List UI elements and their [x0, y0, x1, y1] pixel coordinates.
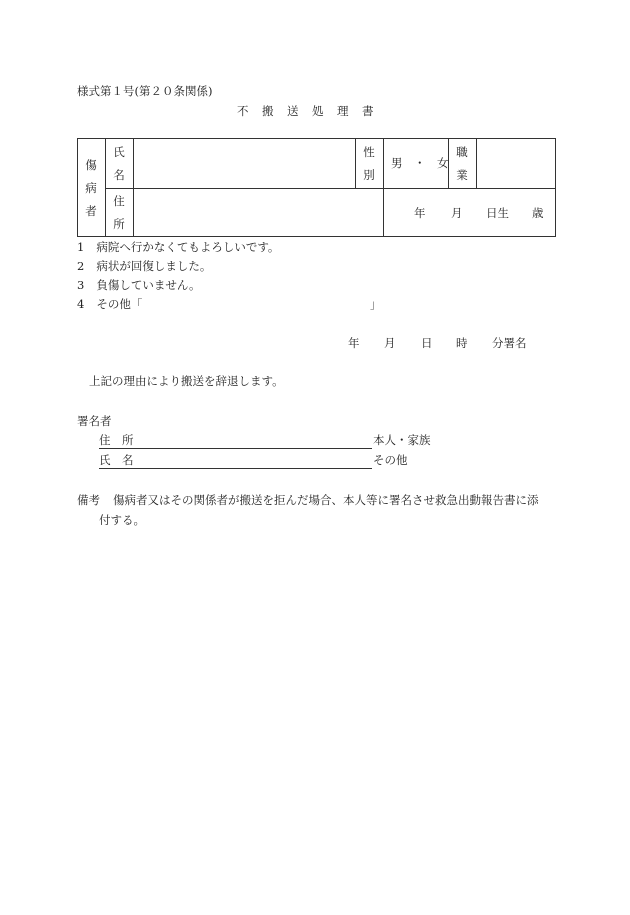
- signer-address-label: 住 所: [99, 433, 134, 447]
- list-item: [77, 242, 279, 254]
- name-label-char: 名: [113, 168, 125, 182]
- note-label: 備考: [77, 493, 100, 507]
- signer-name-label: 氏 名: [99, 453, 134, 467]
- other-reason-close: 」: [370, 297, 382, 311]
- table-col-divider: [105, 138, 106, 237]
- list-item-text: 負傷していません。: [96, 278, 201, 292]
- patient-label-char: 傷: [85, 158, 97, 172]
- list-item-number: 2: [77, 259, 85, 273]
- list-item-number: 1: [77, 240, 85, 254]
- date-month: 月: [384, 336, 396, 350]
- gender-options: 男 ・ 女: [391, 156, 449, 170]
- table-col-divider: [133, 138, 134, 237]
- gender-label-char: 別: [363, 168, 375, 182]
- note-text-line1: 傷病者又はその関係者が搬送を拒んだ場合、本人等に署名させ救急出動報告書に添: [113, 493, 539, 507]
- signer-name-suffix: その他: [373, 453, 408, 467]
- table-row-divider: [105, 188, 555, 189]
- list-item: [77, 280, 201, 292]
- note-text-line2: 付する。: [99, 513, 145, 527]
- table-col-divider: [355, 138, 356, 189]
- date-year: 年: [348, 336, 360, 350]
- list-item: [77, 261, 211, 273]
- birth-month: 月: [451, 206, 463, 220]
- table-col-divider: [383, 138, 384, 237]
- age: 歳: [532, 206, 544, 220]
- list-item-text: 病状が回復しました。: [96, 259, 212, 273]
- form-number: 様式第１号(第２０条関係): [77, 84, 213, 98]
- list-item-number: 3: [77, 278, 85, 292]
- signer-address-suffix: 本人・家族: [373, 433, 431, 447]
- list-item: [77, 299, 142, 311]
- list-item-text: その他「: [96, 297, 143, 311]
- name-label-char: 氏: [113, 145, 125, 159]
- page-title: 不 搬 送 処 理 書: [237, 104, 375, 118]
- patient-label-char: 者: [85, 204, 97, 218]
- birth-day: 日生: [486, 206, 509, 220]
- occupation-label-char: 職: [456, 145, 468, 159]
- signer-address-underline: [99, 448, 372, 449]
- signer-heading: 署名者: [77, 414, 112, 428]
- patient-label-char: 病: [85, 181, 97, 195]
- address-label-char: 所: [113, 217, 125, 231]
- address-label-char: 住: [113, 194, 125, 208]
- table-border-left: [77, 138, 78, 237]
- occupation-label-char: 業: [456, 168, 468, 182]
- time-hour: 時: [456, 336, 468, 350]
- gender-label-char: 性: [363, 145, 375, 159]
- date-day: 日: [421, 336, 433, 350]
- list-item-number: 4: [77, 297, 85, 311]
- table-border-right: [555, 138, 556, 237]
- refusal-statement: 上記の理由により搬送を辞退します。: [89, 374, 284, 388]
- signer-name-underline: [99, 468, 372, 469]
- table-col-divider: [476, 138, 477, 189]
- table-border-bottom: [77, 236, 555, 237]
- time-minute-station: 分署名: [492, 336, 527, 350]
- list-item-text: 病院へ行かなくてもよろしいです。: [96, 240, 280, 254]
- birth-year: 年: [414, 206, 426, 220]
- table-border-top: [77, 138, 555, 139]
